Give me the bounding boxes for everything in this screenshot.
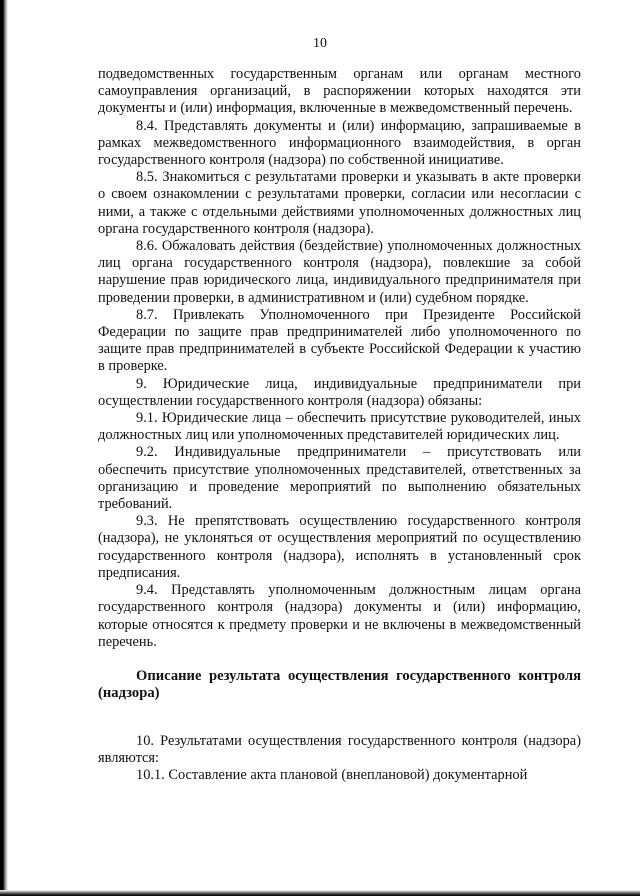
paragraph-9: 9. Юридические лица, индивидуальные предприниматели при осуществлении государственного контроля (надзора) обязаны: xyxy=(98,375,581,409)
paragraph-continuation: подведомственных государственным органам или органам местного самоуправления организаций, в распоряжении которых находятся эти документы и (или) информация, включенные в межведомственный перечень. xyxy=(98,66,581,117)
paragraph-8-6: 8.6. Обжаловать действия (бездействие) уполномоченных должностных лиц органа государственного контроля (надзора), повлекшие за собой нарушение прав юридического лица, индивидуального предпринимателя при проведении проверки, в административном и (или) судебном порядке. xyxy=(98,238,581,306)
paragraph-8-4: 8.4. Представлять документы и (или) информацию, запрашиваемые в рамках межведомственного информационного взаимодействия, в орган государственного контроля (надзора) по собственной инициативе. xyxy=(98,117,581,169)
paragraph-9-4: 9.4. Представлять уполномоченным должностным лицам органа государственного контроля (надзора) документы и (или) информацию, которые относятся к предмету проверки и не включены в межведомственный перечень. xyxy=(98,582,581,650)
section-heading: Описание результата осуществления государственного контроля (надзора) xyxy=(98,667,581,702)
paragraph-10: 10. Результатами осуществления государственного контроля (надзора) являются: xyxy=(98,732,581,767)
scan-left-edge xyxy=(0,0,8,896)
paragraph-10-1: 10.1. Составление акта плановой (внеплановой) документарной xyxy=(136,767,528,784)
document-body xyxy=(98,66,581,785)
scan-bottom-edge xyxy=(0,890,640,896)
page-number: 10 xyxy=(313,36,327,51)
paragraph-9-2: 9.2. Индивидуальные предприниматели – присутствовать или обеспечить присутствие уполномоченных представителей, ответственных за организацию и проведение мероприятий по выполнению обязательных требований. xyxy=(98,444,581,513)
paragraph-8-5: 8.5. Знакомиться с результатами проверки и указывать в акте проверки о своем ознакомлении с результатами проверки, согласии или несогласии с ними, а также с отдельными действиями уполномоченных должностных лиц органа государственного контроля (надзора). xyxy=(98,169,581,237)
paragraph-9-3: 9.3. Не препятствовать осуществлению государственного контроля (надзора), не уклоняться от осуществления мероприятий по осуществлению государственного контроля (надзора), исполнять в установленный срок предписания. xyxy=(98,513,581,581)
paragraph-8-7: 8.7. Привлекать Уполномоченного при Президенте Российской Федерации по защите прав предпринимателей либо уполномоченного по защите прав предпринимателей в субъекте Российской Федерации к участию в проверке. xyxy=(98,306,581,375)
paragraph-9-1: 9.1. Юридические лица – обеспечить присутствие руководителей, иных должностных лиц или уполномоченных представителей юридических лиц. xyxy=(98,410,581,444)
